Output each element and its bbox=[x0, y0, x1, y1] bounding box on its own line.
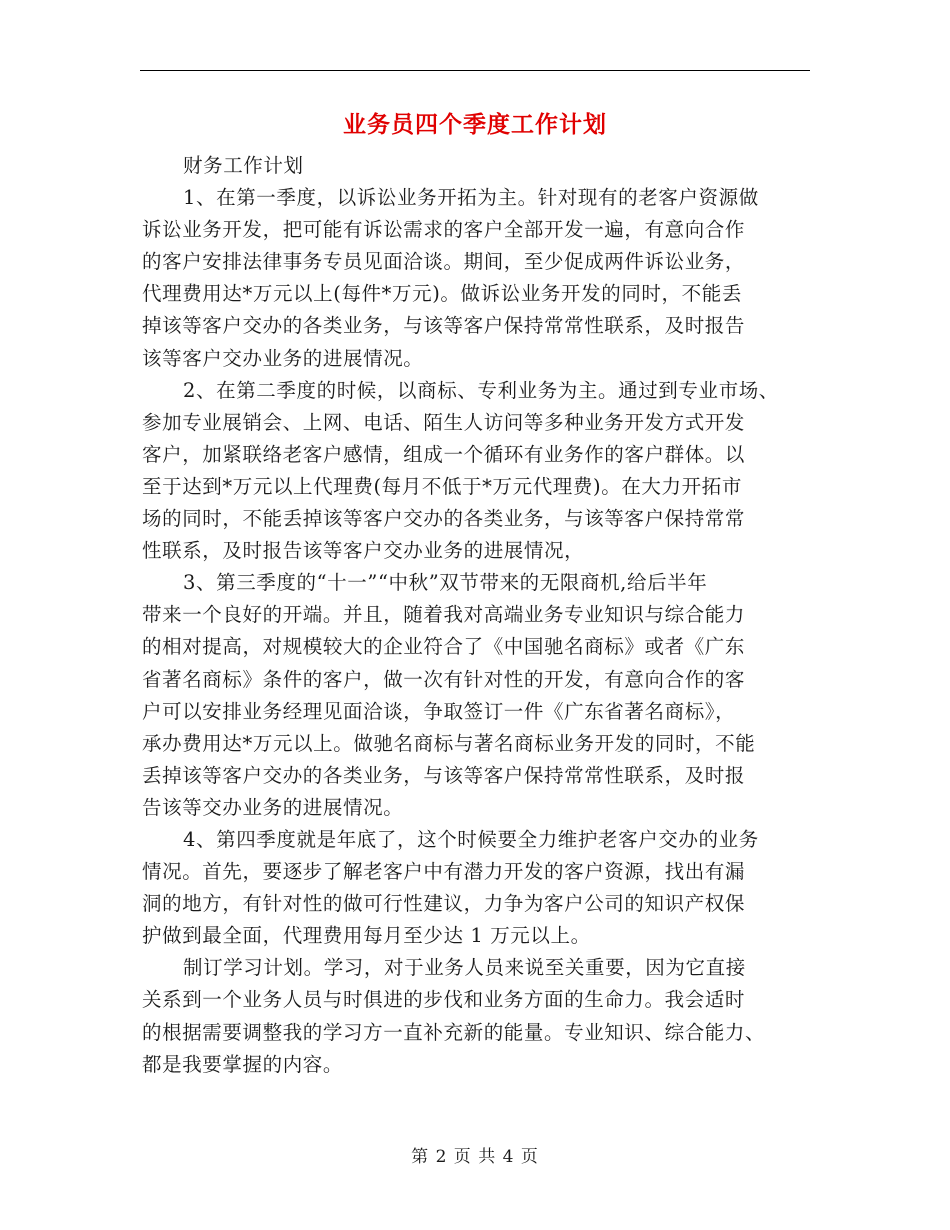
paragraph-line: 情况。首先，要逐步了解老客户中有潜力开发的客户资源，找出有漏 bbox=[142, 860, 746, 884]
paragraph-line: 告该等交办业务的进展情况。 bbox=[142, 795, 404, 819]
paragraph-line: 参加专业展销会、上网、电话、陌生人访问等多种业务开发方式开发 bbox=[142, 410, 746, 434]
paragraph-line: 掉该等客户交办的各类业务，与该等客户保持常常性联系，及时报告 bbox=[142, 314, 746, 338]
header-rule bbox=[140, 70, 810, 71]
paragraph-line: 性联系，及时报告该等客户交办业务的进展情况， bbox=[142, 539, 585, 563]
paragraph-line: 带来一个良好的开端。并且，随着我对高端业务专业知识与综合能力 bbox=[142, 603, 746, 627]
footer-middle: 页 共 bbox=[453, 1147, 497, 1167]
paragraph-line: 洞的地方，有针对性的做可行性建议，力争为客户公司的知识产权保 bbox=[142, 892, 746, 916]
footer-prefix: 第 bbox=[411, 1147, 430, 1167]
paragraph-line: 丢掉该等客户交办的各类业务，与该等客户保持常常性联系，及时报 bbox=[142, 763, 746, 787]
current-page-number: 2 bbox=[435, 1147, 448, 1167]
paragraph-line: 场的同时，不能丢掉该等客户交办的各类业务，与该等客户保持常常 bbox=[142, 507, 746, 531]
section-heading: 财务工作计划 bbox=[183, 154, 304, 177]
footer-suffix: 页 bbox=[520, 1147, 539, 1167]
paragraph-line: 的客户安排法律事务专员见面洽谈。期间，至少促成两件诉讼业务， bbox=[142, 250, 746, 274]
paragraph-line: 关系到一个业务人员与时俱进的步伐和业务方面的生命力。我会适时 bbox=[142, 988, 746, 1012]
paragraph-line: 4、第四季度就是年底了，这个时候要全力维护老客户交办的业务 bbox=[183, 827, 759, 851]
paragraph-line: 3、第三季度的“十一”“中秋”双节带来的无限商机,给后半年 bbox=[183, 571, 708, 595]
paragraph-line: 至于达到*万元以上代理费(每月不低于*万元代理费)。在大力开拓市 bbox=[142, 474, 742, 498]
paragraph-line: 的相对提高，对规模较大的企业符合了《中国驰名商标》或者《广东 bbox=[142, 635, 746, 659]
paragraph-line: 护做到最全面，代理费用每月至少达 1 万元以上。 bbox=[142, 924, 591, 948]
total-page-count: 4 bbox=[502, 1147, 515, 1167]
paragraph-line: 的根据需要调整我的学习方一直补充新的能量。专业知识、综合能力、 bbox=[142, 1020, 766, 1044]
paragraph-line: 承办费用达*万元以上。做驰名商标与著名商标业务开发的同时，不能 bbox=[142, 731, 756, 755]
paragraph-line: 省著名商标》条件的客户，做一次有针对性的开发，有意向合作的客 bbox=[142, 667, 746, 691]
paragraph-line: 诉讼业务开发，把可能有诉讼需求的客户全部开发一遍，有意向合作 bbox=[142, 218, 746, 242]
paragraph-line: 代理费用达*万元以上(每件*万元)。做诉讼业务开发的同时，不能丢 bbox=[142, 282, 742, 306]
paragraph-line: 1、在第一季度，以诉讼业务开拓为主。针对现有的老客户资源做 bbox=[183, 186, 759, 210]
paragraph-line: 该等客户交办业务的进展情况。 bbox=[142, 346, 424, 370]
document-body bbox=[142, 150, 810, 1081]
paragraph-line: 都是我要掌握的内容。 bbox=[142, 1052, 344, 1076]
paragraph-line: 户可以安排业务经理见面洽谈，争取签订一件《广东省著名商标》， bbox=[142, 699, 736, 723]
page-footer bbox=[0, 1145, 950, 1169]
paragraph-line: 制订学习计划。学习，对于业务人员来说至关重要，因为它直接 bbox=[183, 956, 746, 980]
paragraph-line: 客户，加紧联络老客户感情，组成一个循环有业务作的客户群体。以 bbox=[142, 442, 746, 466]
paragraph-line: 2、在第二季度的时候，以商标、专利业务为主。通过到专业市场、 bbox=[183, 378, 779, 402]
document-title: 业务员四个季度工作计划 bbox=[343, 111, 607, 138]
